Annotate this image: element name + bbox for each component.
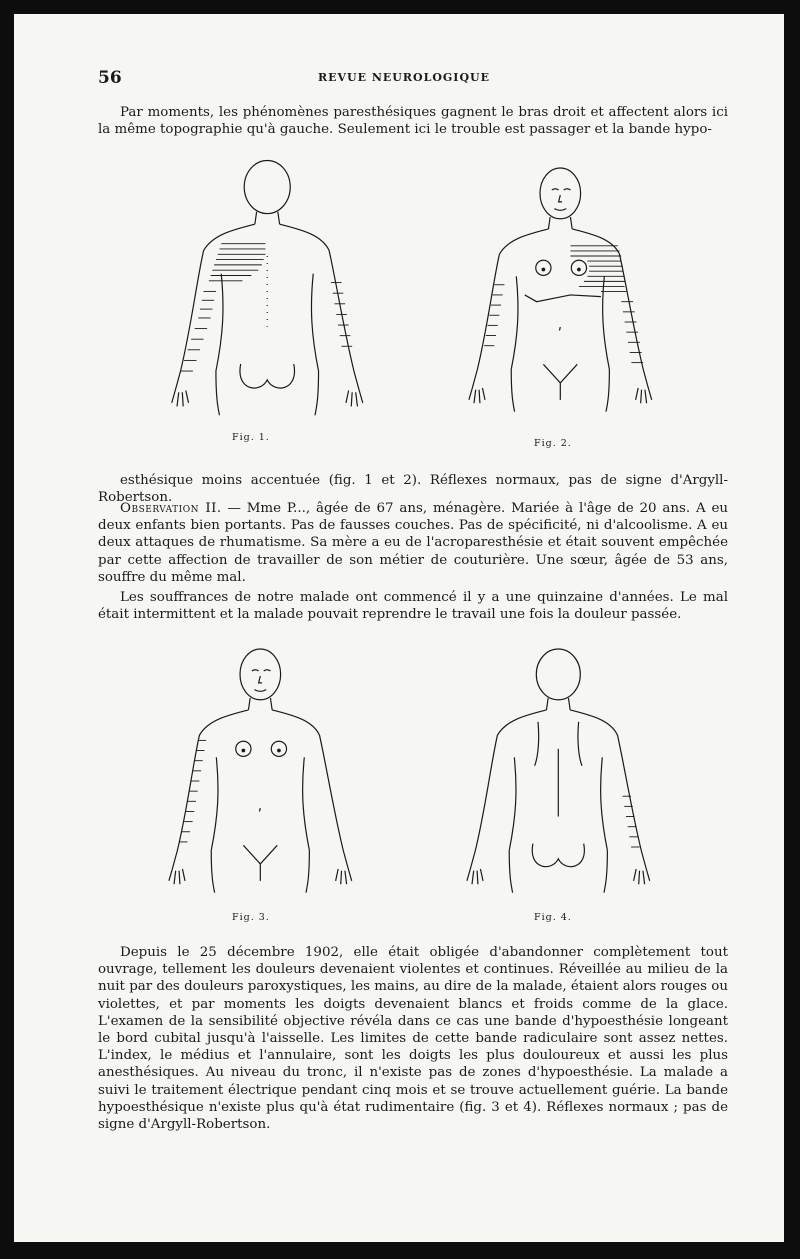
paragraph-observation-2 [98, 500, 728, 586]
scan-border-bottom [0, 1242, 800, 1259]
journal-page [14, 14, 784, 1242]
figure-3-front-view [152, 624, 372, 916]
observation-text: — Mme P..., âgée de 67 ans, ménagère. Mariée à l'âge de 20 ans. A eu deux enfants bien portants. Pas de fausses couches. Pas de spécificité, ni d'alcoolisme. A eu deux attaques de rhumatisme. Sa mère a eu de l'acroparesthésie et était souvent empêchée par cette affection de travailler de son métier de couturière. Une sœur, âgée de 53 ans, souffre du même mal. [98, 501, 728, 585]
figure-4-back-view [450, 624, 670, 916]
paragraph-history: Les souffrances de notre malade ont commencé il y a une quinzaine d'années. Le mal était intermittent et la malade pouvait reprendre le travail une fois la douleur passée. [98, 590, 728, 623]
figure-3-caption: Fig. 3. [232, 912, 270, 923]
paragraph-hypoesthesia-end: esthésique moins accentuée (fig. 1 et 2). Réflexes normaux, pas de signe d'Argyll-Robertson. [98, 473, 728, 506]
scan-border-left [0, 0, 14, 1259]
figure-1-caption: Fig. 1. [232, 432, 270, 443]
figure-2-front-view [452, 144, 672, 434]
page-number: 56 [98, 68, 122, 88]
figure-1-back-view [154, 146, 384, 428]
paragraph-treatment: Depuis le 25 décembre 1902, elle était obligée d'abandonner complètement tout ouvrage, tellement les douleurs devenaient violentes et continues. Réveillée au milieu de la nuit par des douleurs paroxystiques, les mains, au dire de la malade, étaient alors rouges ou violettes, et par moments les doigts devenaient blancs et froids comme de la glace. L'examen de la sensibilité objective révéla dans ce cas une bande d'hypoesthésie longeant le bord cubital jusqu'à l'aisselle. Les limites de cette bande radiculaire sont assez nettes. L'index, le médius et l'annulaire, sont les doigts les plus douloureux et aussi les plus anesthésiques. Au niveau du tronc, il n'existe pas de zones d'hypoesthésie. La malade a suivi le traitement électrique pendant cinq mois et se trouve actuellement guérie. La bande hypoesthésique n'existe plus qu'à état rudimentaire (fig. 3 et 4). Réflexes normaux ; pas de signe d'Argyll-Robertson. [98, 945, 728, 1133]
scan-border-top [0, 0, 800, 14]
scan-border-right [784, 0, 800, 1259]
running-head [98, 68, 710, 90]
journal-title: REVUE NEUROLOGIQUE [317, 71, 491, 84]
figure-4-caption: Fig. 4. [534, 912, 572, 923]
observation-heading: Observation II. [120, 501, 222, 516]
paragraph-paresthesia: Par moments, les phénomènes paresthésiques gagnent le bras droit et affectent alors ici la même topographie qu'à gauche. Seulement ici le trouble est passager et la bande hypo- [98, 105, 728, 138]
figure-2-caption: Fig. 2. [534, 438, 572, 449]
